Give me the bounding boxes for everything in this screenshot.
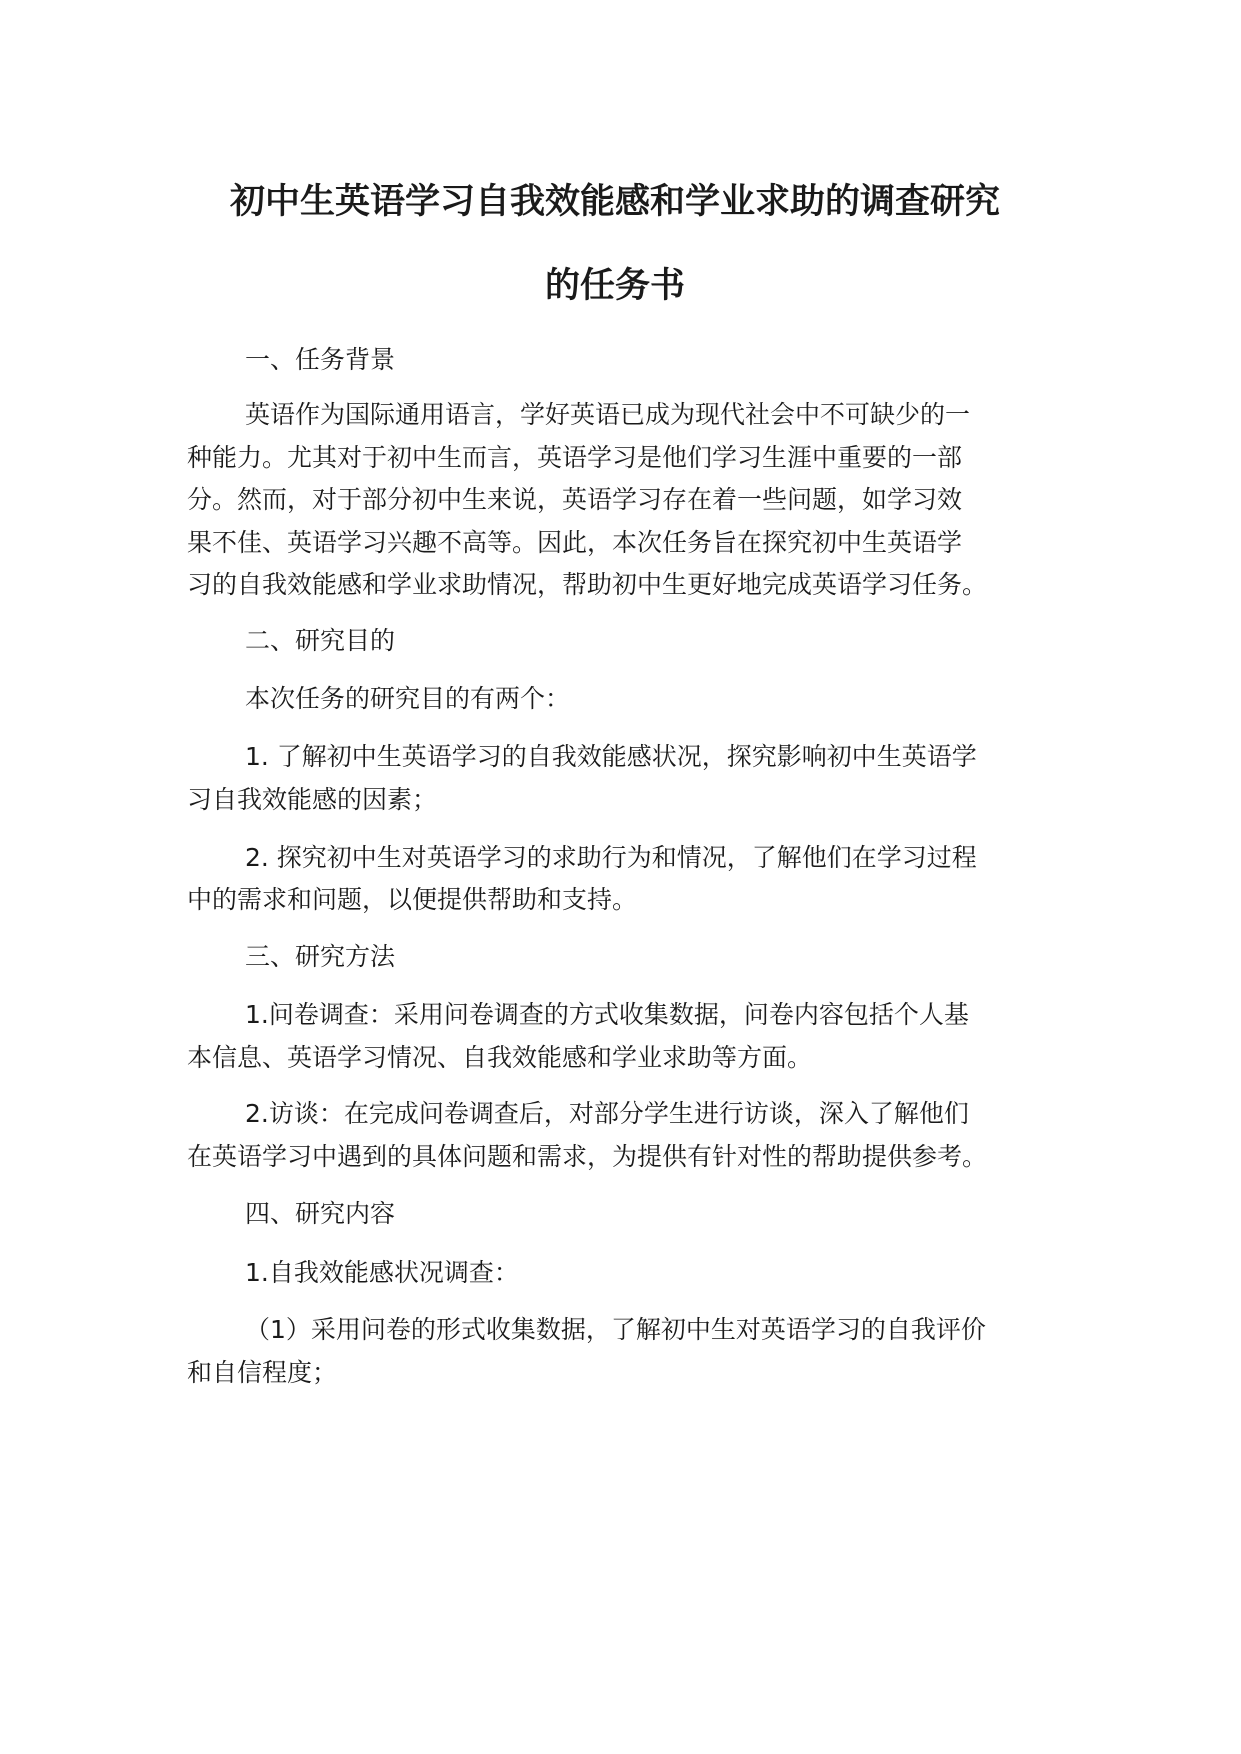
paragraph-line: 种能力。尤其对于初中生而言，英语学习是他们学习生涯中重要的一部 xyxy=(187,443,963,472)
list-item-line: 1.问卷调查：采用问卷调查的方式收集数据，问卷内容包括个人基 xyxy=(245,1000,969,1029)
document-title-line-2: 的任务书 xyxy=(544,266,685,306)
list-item-line: 和自信程度； xyxy=(187,1358,338,1387)
section-heading-content: 四、研究内容 xyxy=(245,1199,396,1228)
section-heading-background: 一、任务背景 xyxy=(245,345,396,374)
list-item-line: 在英语学习中遇到的具体问题和需求，为提供有针对性的帮助提供参考。 xyxy=(187,1142,988,1171)
list-item-line: 中的需求和问题，以便提供帮助和支持。 xyxy=(187,885,638,914)
document-title-line-1: 初中生英语学习自我效能感和学业求助的调查研究 xyxy=(229,182,1000,222)
paragraph-line: 英语作为国际通用语言，学好英语已成为现代社会中不可缺少的一 xyxy=(245,400,971,429)
list-item-line: 本信息、英语学习情况、自我效能感和学业求助等方面。 xyxy=(187,1043,813,1072)
paragraph-line: 本次任务的研究目的有两个： xyxy=(245,684,571,713)
section-heading-purpose: 二、研究目的 xyxy=(245,626,396,655)
list-item-line: 习自我效能感的因素； xyxy=(187,785,438,814)
paragraph-line: 习的自我效能感和学业求助情况，帮助初中生更好地完成英语学习任务。 xyxy=(187,570,988,599)
paragraph-line: 分。然而，对于部分初中生来说，英语学习存在着一些问题，如学习效 xyxy=(187,485,963,514)
list-item-line: 1.自我效能感状况调查： xyxy=(245,1258,519,1287)
list-item-line: （1）采用问卷的形式收集数据，了解初中生对英语学习的自我评价 xyxy=(245,1315,986,1344)
list-item-line: 2. 探究初中生对英语学习的求助行为和情况，了解他们在学习过程 xyxy=(245,843,977,872)
section-heading-methods: 三、研究方法 xyxy=(245,942,396,971)
list-item-line: 1. 了解初中生英语学习的自我效能感状况，探究影响初中生英语学 xyxy=(245,742,977,771)
paragraph-line: 果不佳、英语学习兴趣不高等。因此，本次任务旨在探究初中生英语学 xyxy=(187,528,963,557)
list-item-line: 2.访谈：在完成问卷调查后，对部分学生进行访谈，深入了解他们 xyxy=(245,1099,969,1128)
